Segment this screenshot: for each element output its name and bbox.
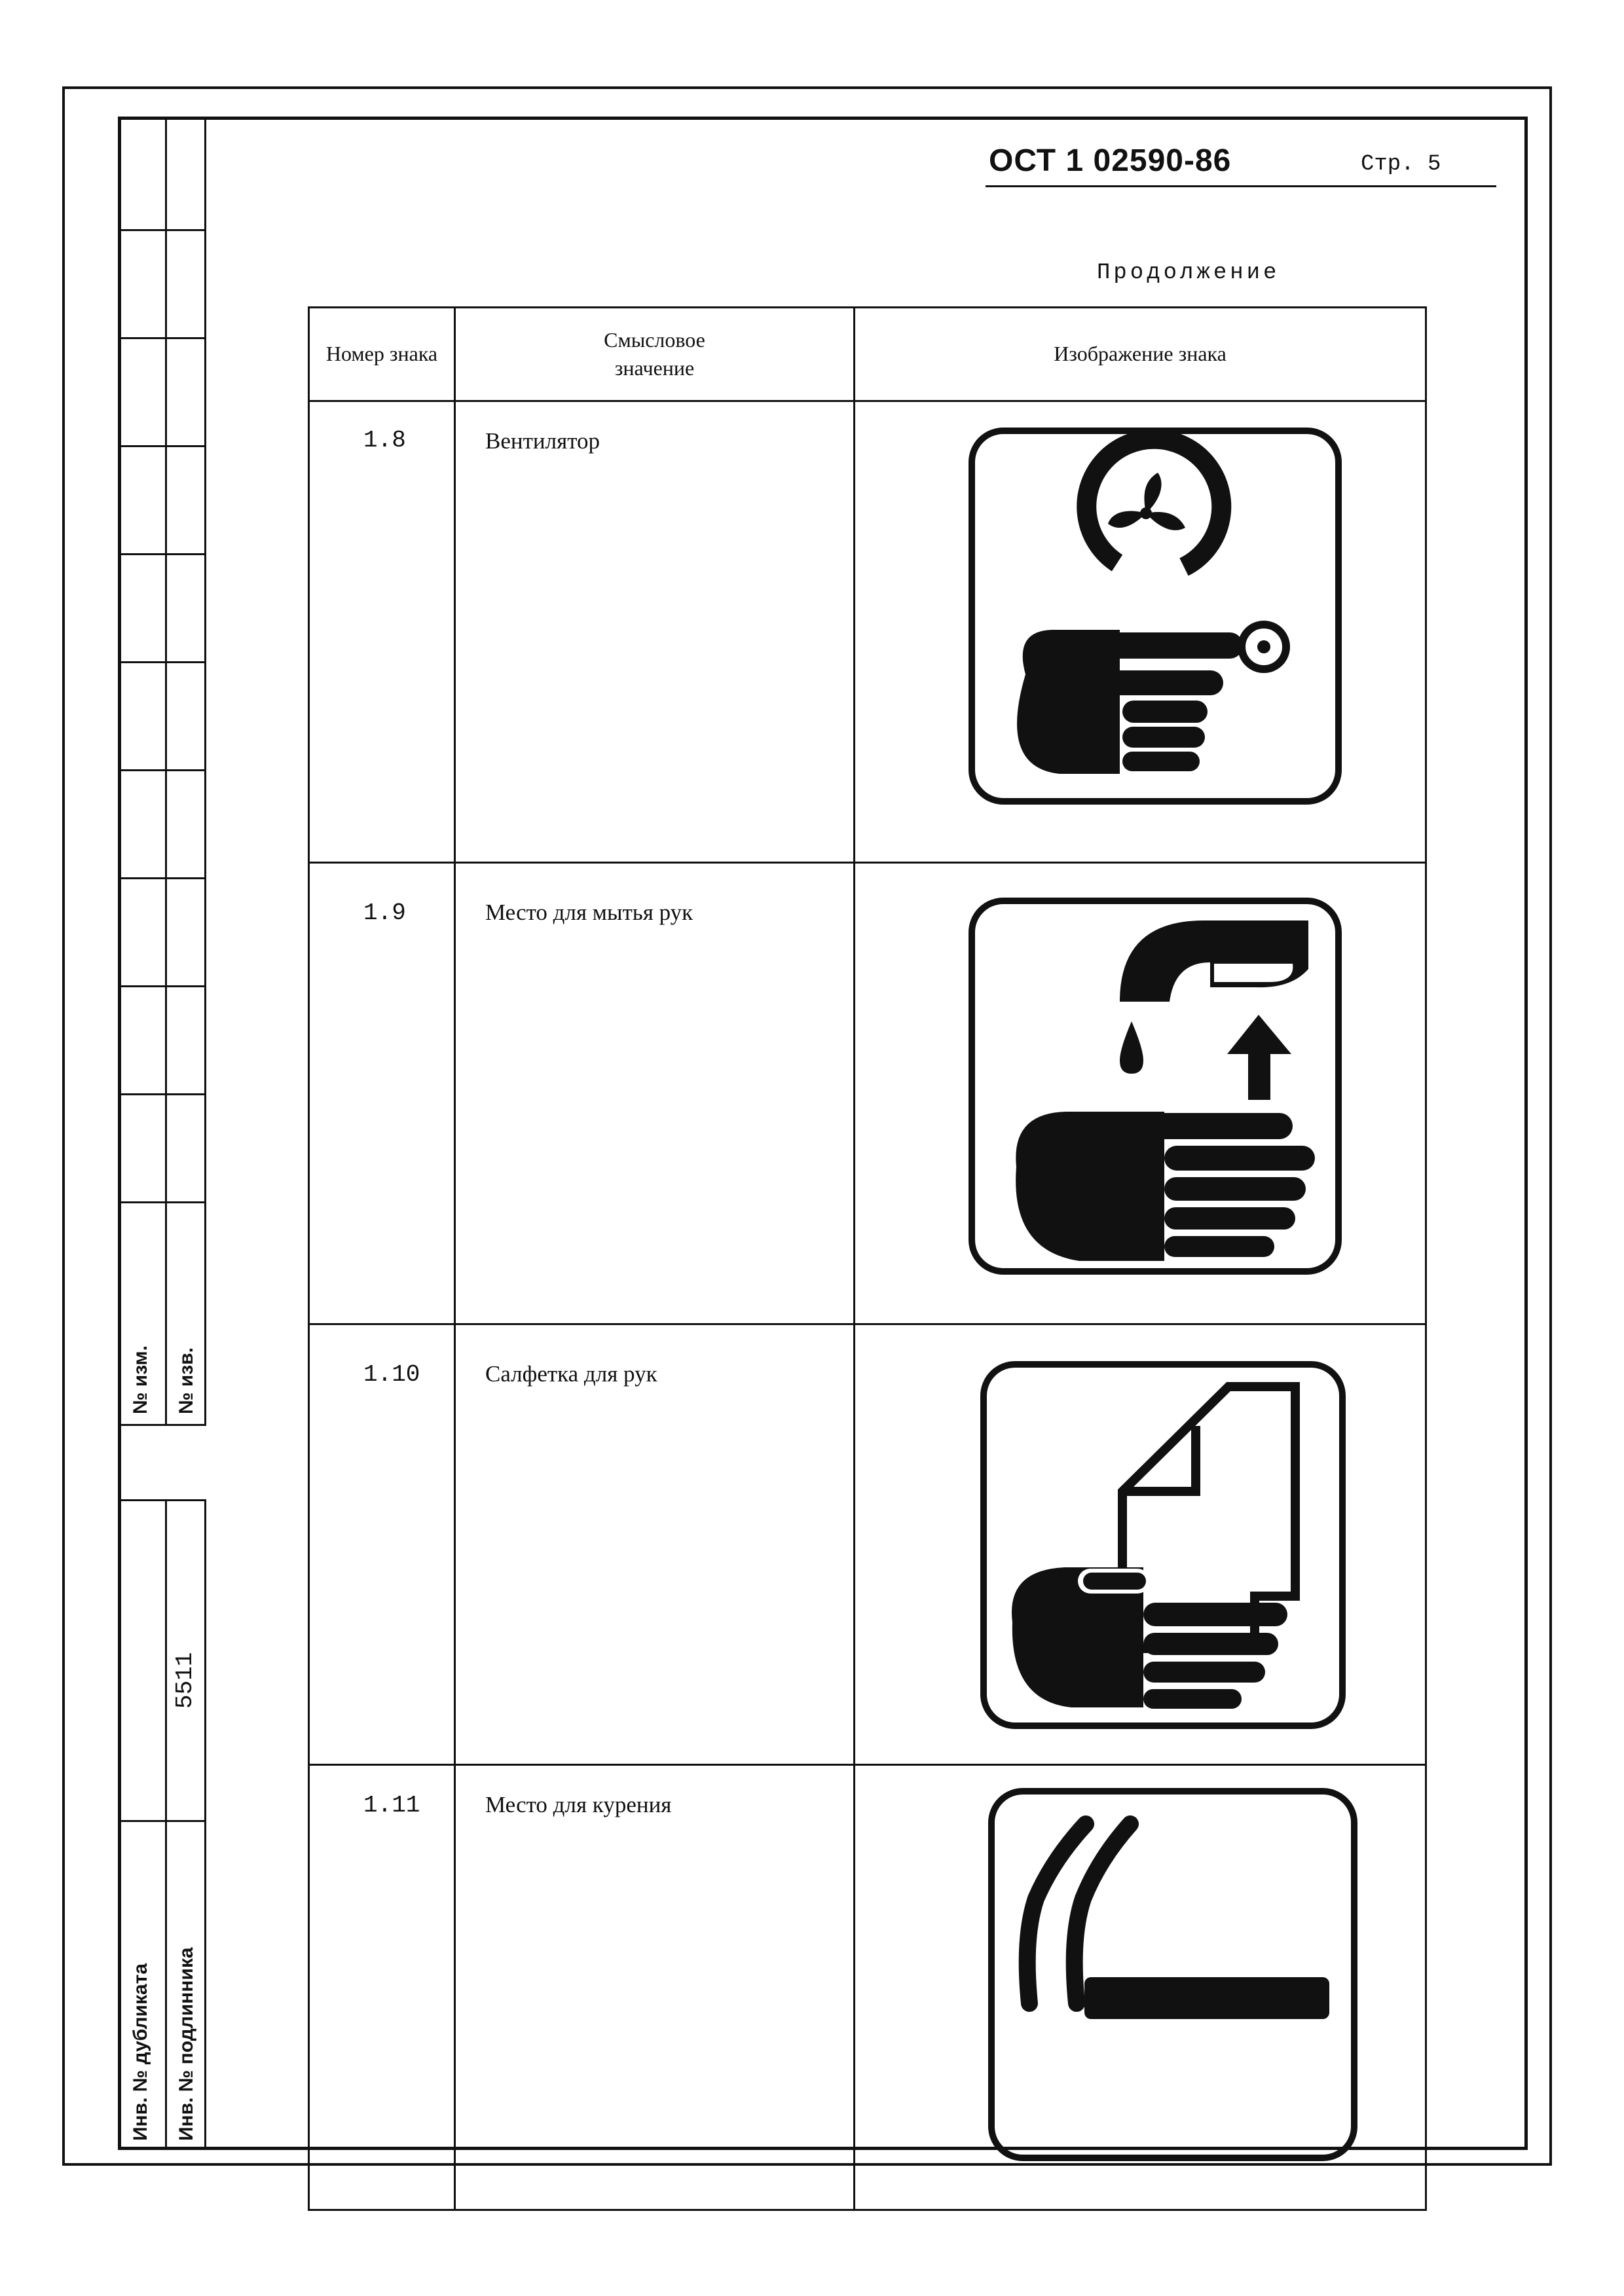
side-grid-line xyxy=(118,1201,206,1203)
number-cell xyxy=(309,1324,455,1765)
side-grid-line xyxy=(118,553,206,555)
header-meaning-cell xyxy=(455,308,855,401)
hand-washing-sign-icon xyxy=(968,897,1342,1275)
side-grid-line xyxy=(118,445,206,447)
side-stamp-divider xyxy=(165,1499,167,2150)
side-stamp-upper xyxy=(118,117,206,1426)
column-header-image: Изображение знака xyxy=(1054,342,1227,366)
document-code: ОСТ 1 02590-86 xyxy=(989,143,1232,178)
header-number-cell xyxy=(309,308,455,401)
meaning-cell xyxy=(455,401,855,863)
sign-meaning: Салфетка для рук xyxy=(485,1361,657,1387)
sign-number: 1.11 xyxy=(363,1792,420,1819)
side-grid-line xyxy=(118,1093,206,1095)
header-image-cell xyxy=(855,308,1426,401)
sign-meaning: Место для мытья рук xyxy=(485,900,693,925)
sign-number: 1.10 xyxy=(363,1361,420,1388)
side-grid-line xyxy=(118,661,206,663)
side-stamp-divider xyxy=(165,117,167,1426)
fan-sign-icon xyxy=(968,427,1342,805)
change-no-label: № изм. xyxy=(130,1345,151,1414)
side-grid-line xyxy=(118,229,206,231)
number-cell xyxy=(309,401,455,863)
hand-towel-sign-icon xyxy=(980,1360,1346,1730)
column-header-number: Номер знака xyxy=(325,342,438,366)
side-grid-line xyxy=(118,985,206,987)
sign-number: 1.9 xyxy=(363,900,406,926)
original-inv-value: 5511 xyxy=(172,1652,198,1709)
page-number: Стр. 5 xyxy=(1361,152,1441,177)
continuation-label: Продолжение xyxy=(1097,261,1280,285)
sign-meaning: Место для курения xyxy=(485,1792,672,1817)
side-grid-line xyxy=(118,1820,206,1822)
sign-meaning: Вентилятор xyxy=(485,428,600,454)
meaning-cell xyxy=(455,1324,855,1765)
side-grid-line xyxy=(118,769,206,771)
header-underline xyxy=(986,185,1496,187)
duplicate-inv-label: Инв. № дубликата xyxy=(130,1963,151,2141)
number-cell xyxy=(309,1765,455,2210)
meaning-cell xyxy=(455,1765,855,2210)
side-grid-line xyxy=(118,337,206,339)
notice-no-label: № изв. xyxy=(175,1347,197,1414)
sign-number: 1.8 xyxy=(363,427,406,454)
number-cell xyxy=(309,863,455,1324)
side-grid-line xyxy=(118,877,206,879)
column-header-meaning: Смысловое значение xyxy=(604,327,705,380)
table-header-row xyxy=(309,308,1426,401)
meaning-cell xyxy=(455,863,855,1324)
original-inv-label: Инв. № подлинника xyxy=(175,1947,197,2141)
smoking-area-sign-icon xyxy=(987,1787,1358,2162)
